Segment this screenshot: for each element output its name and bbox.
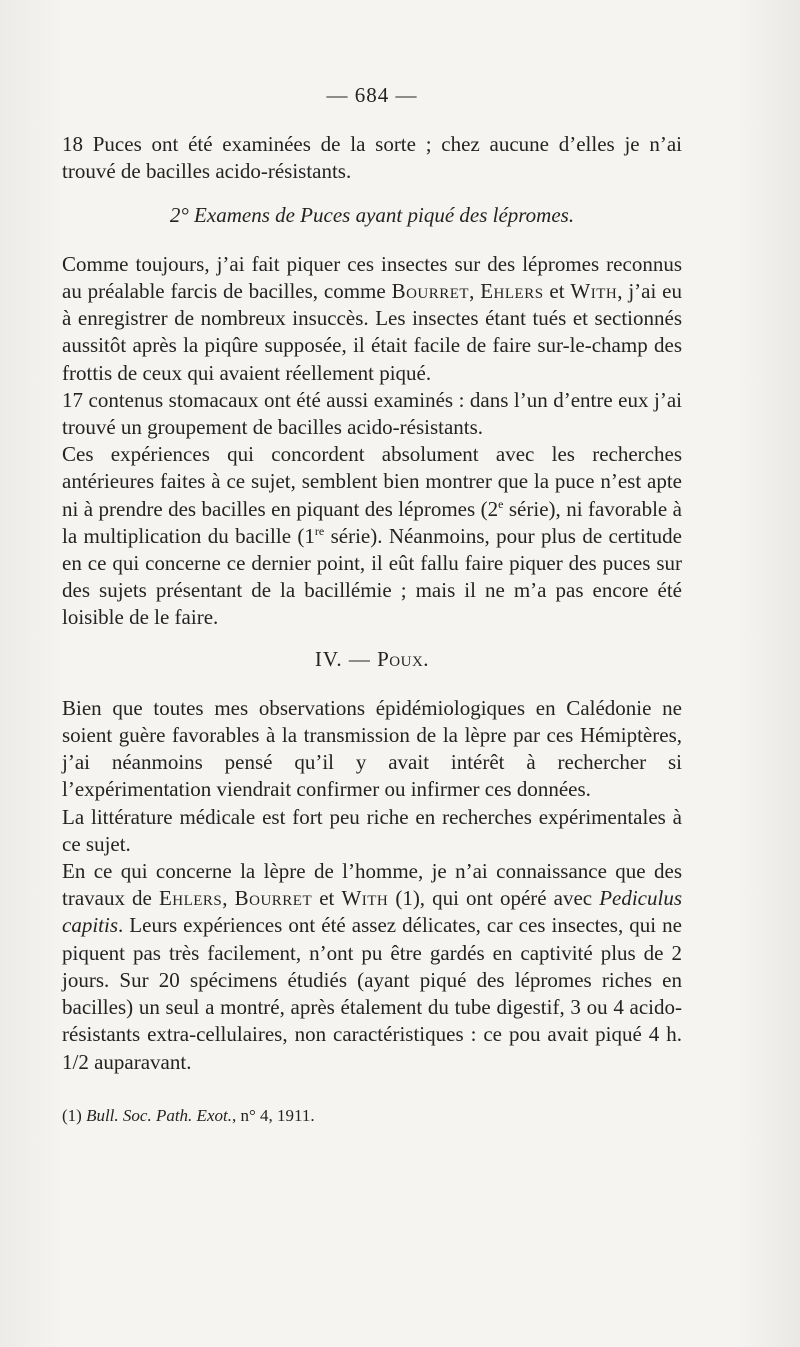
text-run: . Leurs expériences ont été assez délicates, car ces insectes, qui ne piquent pas très facilement, n’ont pu être gardés en captivité plus de 2 jours. Sur 20 spécimens étudiés (ayant piqué des lépromes riches en bacilles) un seul a montré, après étalement du tube digestif, 3 ou 4 acido-résistants extra-cellulaires, non caractéristiques : ce pou avait piqué 4 h. 1/2 auparavant. [62,913,682,1074]
footnote-reference: Bull. Soc. Path. Exot. [86,1105,232,1125]
page-number: — 684 — [326,83,418,107]
paragraph-stomach-contents: 17 contenus stomacaux ont été aussi examinés : dans l’un d’entre eux j’ai trouvé un groupement de bacilles acido-résistants. [62,387,682,440]
paragraph-conclusions [62,441,682,631]
text-run: , j’ai eu à enregistrer de nombreux insuccès. Les insectes étant tués et sectionnés aussitôt après la piqûre supposée, il était facile de faire sur-le-champ des frottis de ceux qui avaient réellement piqué. [62,279,683,385]
author-with: With [570,279,618,304]
paragraph-fleas-examined: 18 Puces ont été examinées de la sorte ; chez aucune d’elles je n’ai trouvé de bacilles acido-résistants. [62,132,682,184]
text-run: Comme toujours, j’ai fait piquer ces insectes sur des lépromes reconnus au préalable farcis de bacilles, comme [62,251,682,304]
paragraph-prior-work [62,858,682,1076]
text-run: , [469,279,481,304]
paragraph-epidemiology: Bien que toutes mes observations épidémiologiques en Calédonie ne soient guère favorables à la transmission de la lèpre par ces Hémiptères, j’ai néanmoins pensé qu’il y avait intérêt à rechercher si l’expérimentation viendrait confirmer ou infirmer ces données. [62,695,682,802]
subsection-heading: 2° Examens de Puces ayant piqué des lépromes. [169,202,575,227]
section-number: IV. — [314,646,378,671]
text-run: , [222,886,235,911]
author-bourret: Bourret [234,886,313,911]
author-ehlers: Ehlers [480,279,544,304]
text-run: et [543,279,571,304]
section-heading [62,646,682,673]
superscript: e [498,496,504,511]
superscript: re [314,523,325,538]
text-run: (1), qui ont opéré avec [388,886,600,911]
species-name: Pediculus capitis [62,886,682,938]
text-run: série), ni favorable à la multiplication du bacille (1 [62,496,683,548]
footnote-marker: (1) [62,1105,87,1125]
paragraph-literature: La littérature médicale est fort peu riche en recherches expérimentales à ce sujet. [62,804,682,856]
footnote [62,1102,682,1129]
page-content [62,82,682,1129]
text-run: et [312,886,342,911]
paragraph-leproma-experiments [62,251,682,387]
author-with: With [341,886,389,911]
text-run: série). Néanmoins, pour plus de certitude en ce qui concerne ce dernier point, il eût fallu faire piquer des puces sur des sujets présentant de la bacillémie ; mais il ne m’a pas encore été loisible de le faire. [62,523,682,630]
text-run: En ce qui concerne la lèpre de l’homme, je n’ai connaissance que des travaux de [62,859,682,911]
footnote-rest: , n° 4, 1911. [231,1105,315,1125]
text-run: Ces expériences qui concordent absolument avec les recherches antérieures faites à ce sujet, semblent bien montrer que la puce n’est apte ni à prendre des bacilles en piquant des lépromes (2 [62,442,682,521]
author-bourret: Bourret [391,279,470,304]
section-title: Poux. [377,646,430,671]
author-ehlers: Ehlers [158,886,223,911]
